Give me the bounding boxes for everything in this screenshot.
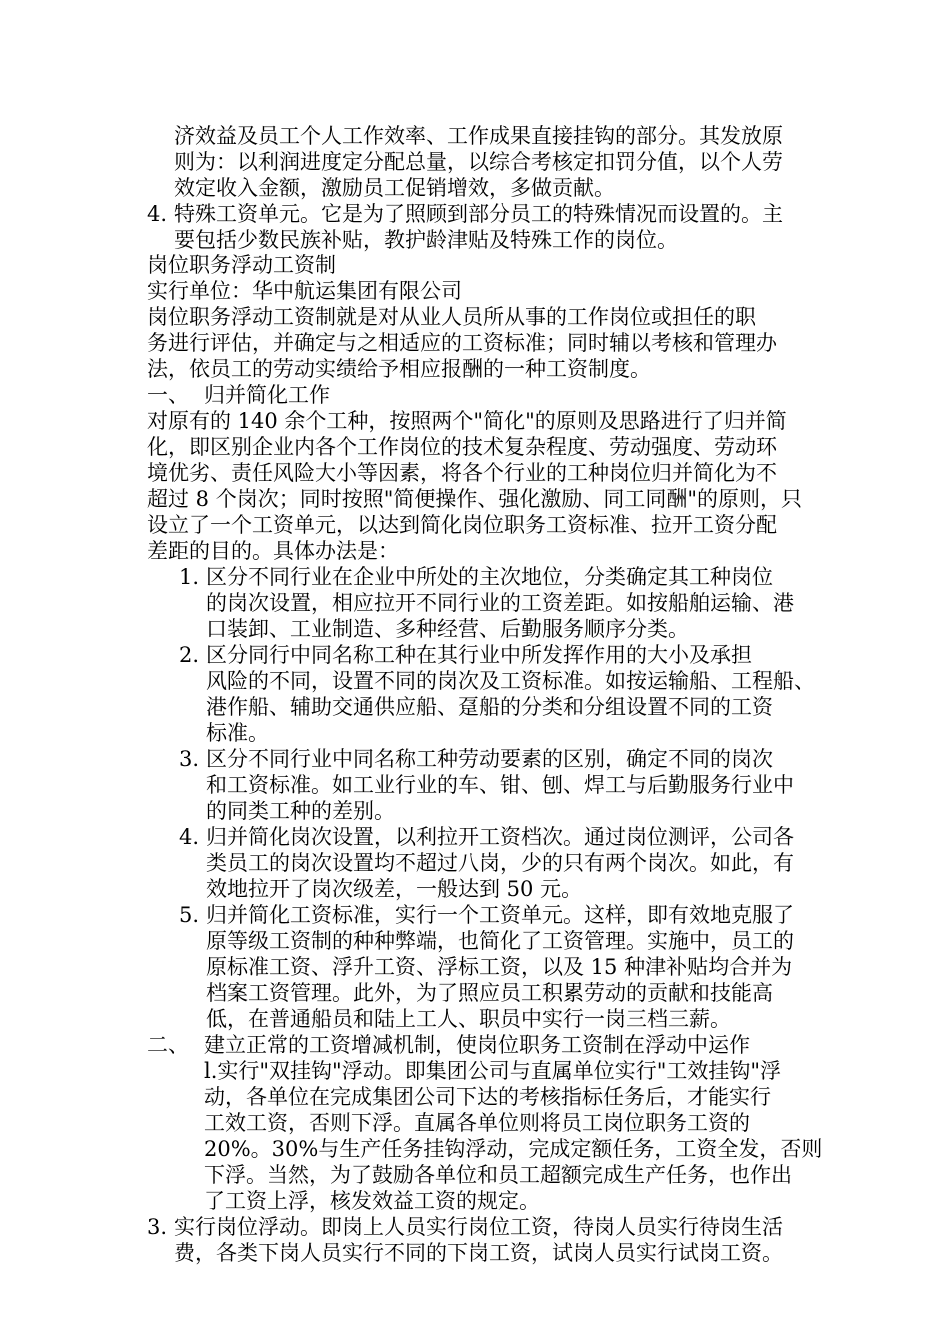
- text-line: 港作船、辅助交通供应船、趸船的分类和分组设置不同的工资: [206, 695, 773, 719]
- text-line: 建立正常的工资增减机制，使岗位职务工资制在浮动中运作: [204, 1033, 750, 1057]
- section-heading: 岗位职务浮动工资制: [147, 253, 336, 277]
- text-line: 区分同行中同名称工种在其行业中所发挥作用的大小及承担: [206, 643, 752, 667]
- list-number: 3.: [147, 1215, 168, 1239]
- text-line: 的同类工种的差别。: [206, 799, 395, 823]
- text-line: 标准。: [206, 721, 269, 745]
- text-line: 动，各单位在完成集团公司下达的考核指标任务后，才能实行: [204, 1085, 771, 1109]
- text-line: 原标准工资、浮升工资、浮标工资，以及 15 种津补贴均合并为: [206, 955, 793, 979]
- section-number: 一、: [147, 383, 189, 407]
- section-number: 二、: [147, 1033, 189, 1057]
- text-line: 费，各类下岗人员实行不同的下岗工资，试岗人员实行试岗工资。: [174, 1241, 783, 1265]
- text-line: 区分不同行业中同名称工种劳动要素的区别，确定不同的岗次: [206, 747, 773, 771]
- text-line: 要包括少数民族补贴，教护龄津贴及特殊工作的岗位。: [174, 228, 678, 252]
- text-line: 区分不同行业在企业中所处的主次地位，分类确定其工种岗位: [206, 565, 773, 589]
- text-line: 则为：以利润进度定分配总量，以综合考核定扣罚分值，以个人劳: [174, 150, 783, 174]
- list-number: 4.: [179, 825, 200, 849]
- text-line: 20%。30%与生产任务挂钩浮动，完成定额任务，工资全发，否则: [204, 1137, 823, 1161]
- text-line: 的岗次设置，相应拉开不同行业的工资差距。如按船舶运输、港: [206, 591, 794, 615]
- unit-line: 实行单位：华中航运集团有限公司: [147, 279, 462, 303]
- text-line: 下浮。当然，为了鼓励各单位和员工超额完成生产任务，也作出: [204, 1163, 792, 1187]
- text-line: 口装卸、工业制造、多种经营、后勤服务顺序分类。: [206, 617, 689, 641]
- section-title: 归并简化工作: [204, 383, 330, 407]
- text-line: 化，即区别企业内各个工作岗位的技术复杂程度、劳动强度、劳动环: [147, 435, 777, 459]
- text-line: 档案工资管理。此外，为了照应员工积累劳动的贡献和技能高: [206, 981, 773, 1005]
- text-line: 对原有的 140 余个工种，按照两个"简化"的原则及思路进行了归并简: [147, 409, 787, 433]
- text-line: 境优劣、责任风险大小等因素，将各个行业的工种岗位归并简化为不: [147, 461, 777, 485]
- text-line: 了工资上浮，核发效益工资的规定。: [204, 1189, 540, 1213]
- text-line: 归并简化工资标准，实行一个工资单元。这样，即有效地克服了: [206, 903, 794, 927]
- text-line: 低，在普通船员和陆上工人、职员中实行一岗三档三薪。: [206, 1007, 731, 1031]
- text-line: 归并简化岗次设置，以利拉开工资档次。通过岗位测评，公司各: [206, 825, 794, 849]
- text-line: 特殊工资单元。它是为了照顾到部分员工的特殊情况而设置的。主: [174, 202, 783, 226]
- text-line: 岗位职务浮动工资制就是对从业人员所从事的工作岗位或担任的职: [147, 305, 756, 329]
- list-number: 2.: [179, 643, 200, 667]
- text-line: 差距的目的。具体办法是：: [147, 539, 399, 563]
- text-line: 原等级工资制的种种弊端，也简化了工资管理。实施中，员工的: [206, 929, 794, 953]
- list-number: 4.: [147, 202, 168, 226]
- text-line: 设立了一个工资单元，以达到简化岗位职务工资标准、拉开工资分配: [147, 513, 777, 537]
- text-line: 效地拉开了岗次级差，一般达到 50 元。: [206, 877, 583, 901]
- text-line: 法，依员工的劳动实绩给予相应报酬的一种工资制度。: [147, 357, 651, 381]
- text-line: 务进行评估，并确定与之相适应的工资标准；同时辅以考核和管理办: [147, 331, 777, 355]
- text-line: 和工资标准。如工业行业的车、钳、刨、焊工与后勤服务行业中: [206, 773, 794, 797]
- list-number: 5.: [179, 903, 200, 927]
- text-line: 济效益及员工个人工作效率、工作成果直接挂钩的部分。其发放原: [174, 124, 783, 148]
- text-line: 超过 8 个岗次；同时按照"简便操作、强化激励、同工同酬"的原则，只: [147, 487, 803, 511]
- list-number: 1.: [179, 565, 200, 589]
- list-number: 3.: [179, 747, 200, 771]
- text-line: 类员工的岗次设置均不超过八岗，少的只有两个岗次。如此，有: [206, 851, 794, 875]
- text-line: 实行岗位浮动。即岗上人员实行岗位工资，待岗人员实行待岗生活: [174, 1215, 783, 1239]
- text-line: l.实行"双挂钩"浮动。即集团公司与直属单位实行"工效挂钩"浮: [204, 1059, 782, 1083]
- text-line: 工效工资，否则下浮。直属各单位则将员工岗位职务工资的: [204, 1111, 750, 1135]
- text-line: 效定收入金额，激励员工促销增效，多做贡献。: [174, 176, 615, 200]
- text-line: 风险的不同，设置不同的岗次及工资标准。如按运输船、工程船、: [206, 669, 815, 693]
